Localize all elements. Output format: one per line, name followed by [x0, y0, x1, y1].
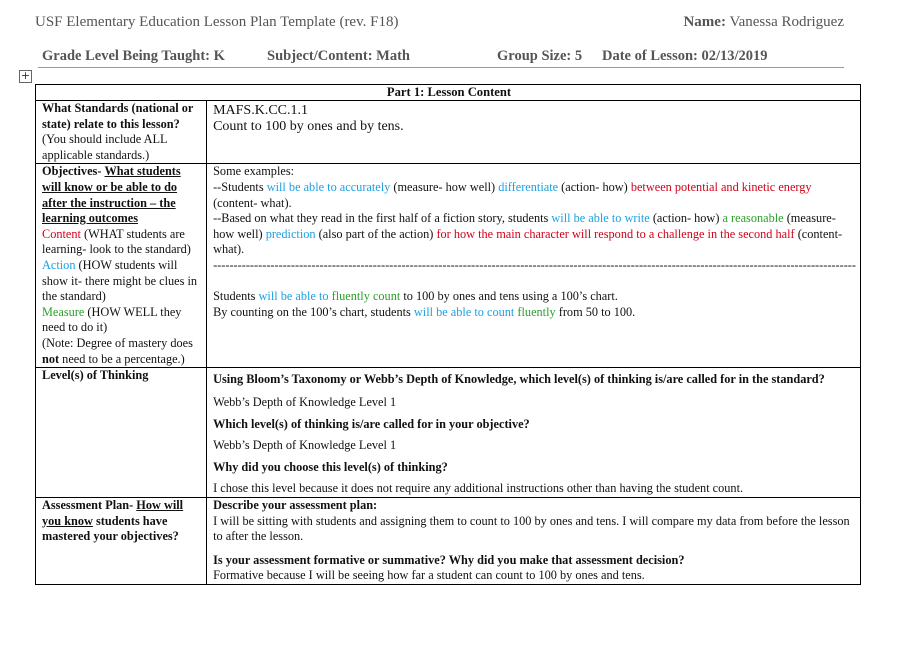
action-word: Action: [42, 257, 76, 272]
assessment-a1: I will be sitting with students and assigning them to count to 100 by ones and tens. I will compare my data from before the lesson to after the lesson.: [213, 513, 850, 544]
date-value: 02/13/2019: [701, 48, 768, 64]
objectives-value-cell: [207, 164, 861, 368]
ex1-c: (measure- how well): [393, 179, 496, 194]
obj2-c: fluently: [517, 304, 556, 319]
thinking-q3: Why did you choose this level(s) of thinking?: [213, 459, 448, 474]
grade-label: Grade Level Being Taught:: [42, 48, 210, 64]
header-rule: [38, 67, 844, 68]
lesson-content-table: [35, 84, 861, 585]
name-value: Vanessa Rodriguez: [729, 14, 844, 30]
assessment-value-cell: [207, 498, 861, 585]
obj2-b: will be able to count: [413, 304, 515, 319]
assessment-a2: Formative because I will be seeing how far a student can count to 100 by ones and tens.: [213, 568, 645, 583]
thinking-a3: I chose this level because it does not require any additional instructions other than having the student count.: [213, 481, 744, 496]
content-word: Content: [42, 226, 81, 241]
assessment-label-underlined: How will you know: [42, 498, 184, 528]
standards-row: [36, 101, 861, 164]
objective-1: [213, 289, 856, 305]
assessment-label-cell: [36, 498, 207, 585]
ex1-a: --Students: [213, 179, 264, 194]
ex1-g: (content- what).: [213, 195, 292, 210]
content-description: (WHAT students are learning- look to the standard): [42, 226, 191, 257]
objectives-label-cell: [36, 164, 207, 368]
thinking-a1: Webb’s Depth of Knowledge Level 1: [213, 395, 397, 410]
thinking-q2: Which level(s) of thinking is/are called for in your objective?: [213, 416, 530, 431]
ex1-f: between potential and kinetic energy: [630, 179, 812, 194]
objectives-label: Objectives-: [42, 164, 102, 179]
obj1-b: will be able to: [258, 288, 329, 303]
ex2-f: prediction: [265, 226, 316, 241]
ex2-a: --Based on what they read in the first half of a fiction story, students: [213, 211, 549, 226]
obj1-d: to 100 by ones and tens using a 100’s chart.: [403, 288, 618, 303]
measure-word: Measure: [42, 304, 85, 319]
objectives-row: [36, 164, 861, 368]
ex2-c: (action- how): [652, 211, 720, 226]
objectives-label-underlined: What students will know or be able to do after the instruction – the learning outcomes: [42, 164, 181, 226]
grade-level: [42, 48, 225, 65]
obj2-d: from 50 to 100.: [558, 304, 636, 319]
ex2-d: a reasonable: [722, 211, 784, 226]
note-bold: not: [42, 351, 60, 366]
standards-label: What Standards (national or state) relate to this lesson?: [42, 101, 194, 131]
note-text: (Note: Degree of mastery does: [42, 335, 193, 350]
note-text-end: need to be a percentage.): [62, 351, 185, 366]
thinking-a2: Webb’s Depth of Knowledge Level 1: [213, 438, 397, 453]
action-description: (HOW students will show it- there might be clues in the standard): [42, 257, 198, 304]
obj1-c: fluently count: [331, 288, 401, 303]
assessment-label-end: students have mastered your objectives?: [42, 513, 179, 544]
part-title: Part 1: Lesson Content: [36, 85, 861, 101]
standards-label-cell: [36, 101, 207, 164]
thinking-label-cell: [36, 368, 207, 498]
standards-value-cell: [207, 101, 861, 164]
subject-label: Subject/Content:: [267, 48, 373, 64]
thinking-value-cell: [207, 368, 861, 498]
ex2-i: (content- what).: [213, 226, 843, 257]
divider-line: -------------------------------------------------------------------------------------------------------------------------------------------------------------: [213, 257, 856, 272]
name-label: Name:: [683, 14, 726, 30]
thinking-label: Level(s) of Thinking: [42, 368, 149, 383]
ex2-e: (measure- how well): [213, 211, 836, 241]
assessment-row: [36, 498, 861, 585]
assessment-q2: Is your assessment formative or summative? Why did you make that assessment decision?: [213, 552, 685, 567]
date-label: Date of Lesson:: [602, 48, 698, 64]
measure-description: (HOW WELL they need to do it): [42, 304, 182, 335]
subject-value: Math: [376, 48, 410, 64]
grade-value: K: [213, 48, 225, 64]
example-2: [213, 211, 856, 258]
thinking-row: [36, 368, 861, 498]
objective-2: [213, 305, 856, 321]
assessment-label: Assessment Plan-: [42, 498, 134, 513]
template-title: USF Elementary Education Lesson Plan Template (rev. F18): [35, 14, 399, 30]
ex2-g: (also part of the action): [318, 226, 434, 241]
ex1-e: (action- how): [561, 179, 628, 194]
ex1-d: differentiate: [498, 179, 559, 194]
obj2-a: By counting on the 100’s chart, students: [213, 304, 411, 319]
example-1: [213, 180, 856, 211]
standard-text: Count to 100 by ones and by tens.: [213, 119, 404, 134]
group-label: Group Size:: [497, 48, 572, 64]
subject: [267, 48, 410, 65]
obj1-a: Students: [213, 288, 256, 303]
student-name: [683, 14, 844, 31]
assessment-q1: Describe your assessment plan:: [213, 498, 378, 513]
standards-note: (You should include ALL applicable standards.): [42, 132, 168, 162]
thinking-q1: Using Bloom’s Taxonomy or Webb’s Depth of Knowledge, which level(s) of thinking is/are called for in the standard?: [213, 372, 825, 387]
table-move-handle-icon[interactable]: +: [20, 69, 31, 82]
group-size: [497, 48, 582, 65]
ex1-b: will be able to accurately: [266, 179, 391, 194]
standard-code: MAFS.K.CC.1.1: [213, 103, 308, 118]
examples-intro: Some examples:: [213, 164, 295, 179]
ex2-b: will be able to write: [551, 211, 650, 226]
ex2-h: for how the main character will respond to a challenge in the second half: [436, 226, 795, 241]
group-value: 5: [574, 48, 583, 64]
lesson-date: [602, 48, 768, 65]
